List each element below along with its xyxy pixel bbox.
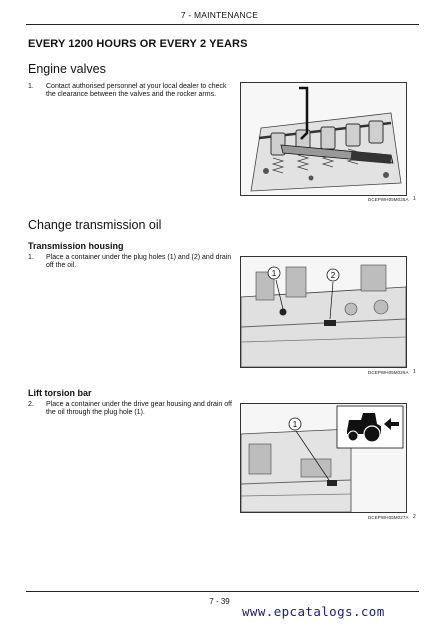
figure-code-transmission-housing: DCEPWH05M026A bbox=[368, 370, 409, 375]
step-text: Place a container under the plug holes (1) and (2) and drain off the oil. bbox=[46, 254, 232, 270]
figure-number-engine-valves: 1 bbox=[413, 196, 416, 202]
figure-transmission-housing bbox=[240, 256, 407, 368]
page-header-title: 7 - MAINTENANCE bbox=[180, 10, 259, 20]
engine-valves-illustration bbox=[241, 83, 406, 195]
figure-lift-torsion-bar bbox=[240, 403, 407, 513]
figure-number-lift-torsion-bar: 2 bbox=[413, 514, 416, 520]
lift-torsion-bar-illustration bbox=[241, 404, 406, 512]
step-text: Place a container under the drive gear housing and drain off the oil through the plug hole (1). bbox=[46, 401, 232, 417]
step-number: 2. bbox=[28, 401, 34, 408]
figure-code-engine-valves: DCEPWH05M025A bbox=[368, 197, 409, 202]
callout-label-1: 1 bbox=[292, 420, 298, 429]
tractor-pictogram-icon bbox=[337, 406, 403, 448]
main-heading: EVERY 1200 HOURS OR EVERY 2 YEARS bbox=[28, 38, 248, 50]
transmission-housing-illustration bbox=[241, 257, 406, 367]
step-lift-torsion-bar-2 bbox=[28, 401, 233, 417]
step-engine-valves-1 bbox=[28, 83, 233, 99]
step-text: Contact authorised personnel at your local dealer to check the clearance between the valves and the rocker arms. bbox=[46, 83, 227, 99]
step-number: 1. bbox=[28, 254, 34, 261]
watermark-text: www.epcatalogs.com bbox=[242, 604, 385, 619]
header-rule bbox=[26, 24, 419, 25]
section-title-change-transmission-oil: Change transmission oil bbox=[28, 218, 162, 232]
figure-code-lift-torsion-bar: DCEPWH05M027A bbox=[368, 515, 409, 520]
callout-label-1: 1 bbox=[271, 269, 277, 278]
figure-number-transmission-housing: 1 bbox=[413, 369, 416, 375]
section-title-engine-valves: Engine valves bbox=[28, 62, 106, 76]
footer-rule bbox=[26, 591, 419, 592]
figure-engine-valves bbox=[240, 82, 407, 196]
step-transmission-housing-1 bbox=[28, 254, 233, 270]
page-number: 7 - 39 bbox=[209, 597, 230, 606]
subsection-title-transmission-housing: Transmission housing bbox=[28, 241, 124, 251]
step-number: 1. bbox=[28, 83, 34, 90]
callout-label-2: 2 bbox=[330, 271, 336, 280]
subsection-title-lift-torsion-bar: Lift torsion bar bbox=[28, 388, 92, 398]
